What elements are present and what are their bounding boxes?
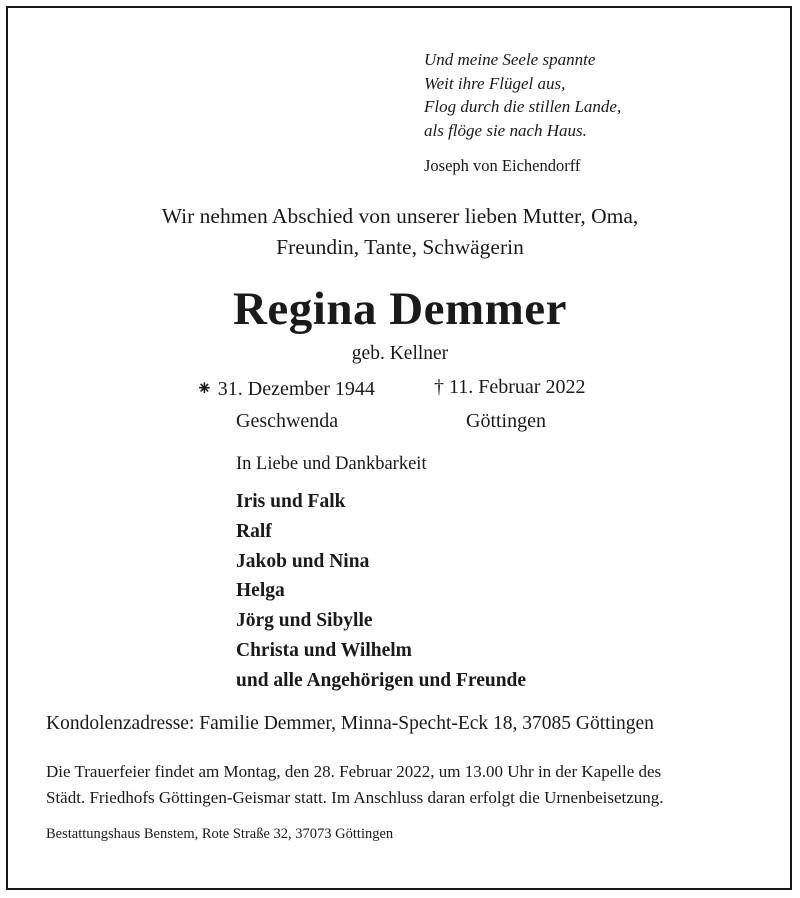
birth-place: Geschwenda [236,410,339,432]
farewell-intro [0,201,800,263]
mourner-name: Iris und Falk [236,491,346,512]
death-place: Göttingen [466,410,546,432]
condolence-address: Kondolenzadresse: Familie Demmer, Minna-Specht-Eck 18, 37085 Göttingen [46,713,654,734]
birth-date: ⁕ 31. Dezember 1944 [196,378,375,400]
service-line-2: Städt. Friedhofs Göttingen-Geismar statt. Im Anschluss daran erfolgt die Urnenbeisetzung. [46,787,664,807]
poem-line: Flog durch die stillen Lande, [424,97,622,116]
mourners-intro: In Liebe und Dankbarkeit [236,454,427,474]
deceased-name: Regina Demmer [232,283,568,335]
undertaker-info: Bestattungshaus Benstem, Rote Straße 32, 37073 Göttingen [46,826,394,842]
mourner-name: Ralf [236,520,272,542]
funeral-service-info [46,759,664,810]
mourner-name: Christa und Wilhelm [236,639,412,661]
mourner-name: Jörg und Sibylle [236,610,373,632]
mourners-list [236,487,526,696]
maiden-name: geb. Kellner [351,343,449,364]
poem-author: Joseph von Eichendorff [424,156,581,175]
farewell-line-1: Wir nehmen Abschied von unserer lieben Mutter, Oma, [161,204,639,228]
service-line-1: Die Trauerfeier findet am Montag, den 28. Februar 2022, um 13.00 Uhr in der Kapelle des [46,762,662,781]
mourner-name: Jakob und Nina [236,550,370,572]
mourner-name: und alle Angehörigen und Freunde [236,669,527,691]
mourner-name: Helga [236,580,285,602]
poem-line: Und meine Seele spannte [424,50,596,69]
farewell-line-2: Freundin, Tante, Schwägerin [276,235,524,259]
death-date: † 11. Februar 2022 [434,376,586,398]
poem-line: als flöge sie nach Haus. [424,120,587,140]
notice-border [6,6,792,890]
poem-line: Weit ihre Flügel aus, [424,73,566,93]
poem [424,48,621,142]
